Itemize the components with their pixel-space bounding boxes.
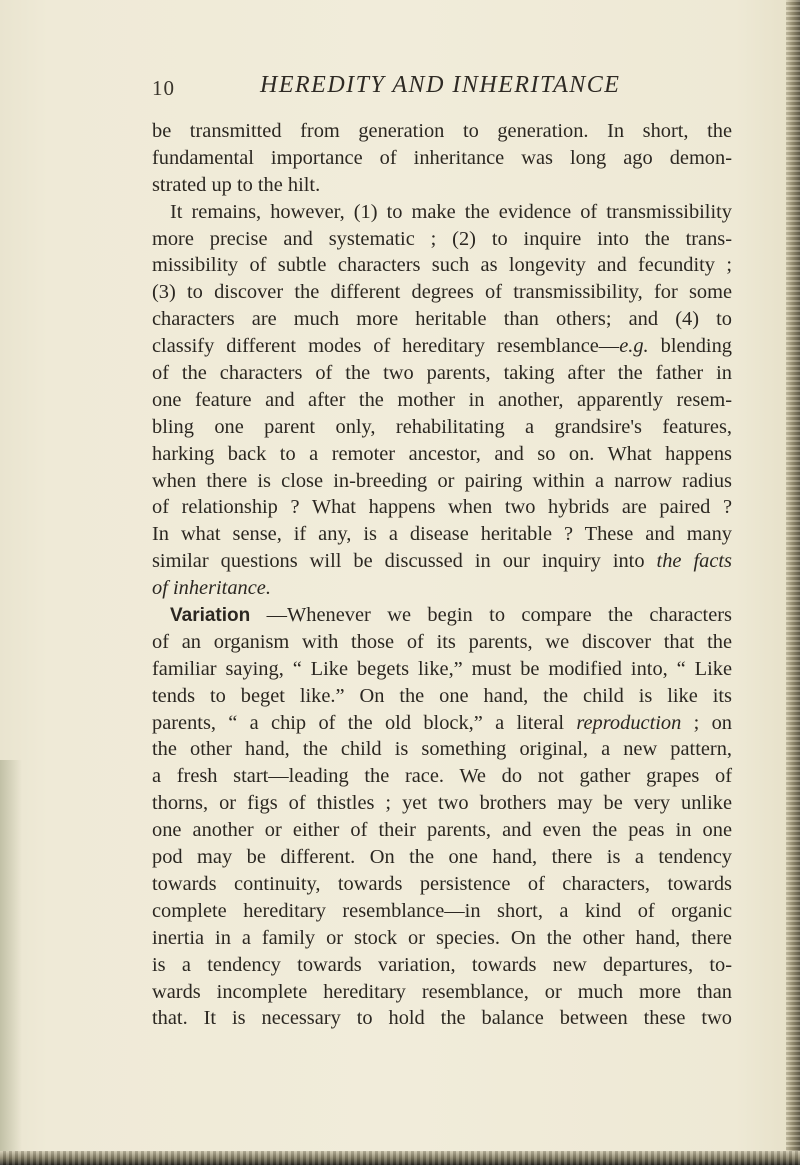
text-line: familiar saying, “ Like begets like,” must be modified into, “ Like bbox=[152, 657, 732, 680]
page-number: 10 bbox=[152, 76, 175, 100]
text-run: blending bbox=[648, 335, 732, 358]
text-line: of an organism with those of its parents, we discover that the bbox=[152, 630, 732, 653]
text-line: inertia in a family or stock or species. On the other hand, there bbox=[152, 926, 732, 949]
text-line: the other hand, the child is something original, a new pattern, bbox=[152, 738, 732, 761]
text-line: when there is close in-breeding or pairing within a narrow radius bbox=[152, 469, 732, 492]
text-line: fundamental importance of inheritance was long ago demon- bbox=[152, 146, 732, 169]
text-line: In what sense, if any, is a disease heritable ? These and many bbox=[152, 523, 732, 546]
text-line: thorns, or figs of thistles ; yet two brothers may be very unlike bbox=[152, 792, 732, 815]
text-run: classify different modes of hereditary resemblance— bbox=[152, 335, 620, 358]
text-run: parents, “ a chip of the old block,” a literal bbox=[152, 711, 577, 734]
text-line: harking back to a remoter ancestor, and so on. What happens bbox=[152, 442, 732, 465]
section-side-heading: Variation bbox=[170, 605, 251, 627]
text-line: towards continuity, towards persistence of characters, towards bbox=[152, 872, 732, 895]
italic-run: reproduction bbox=[576, 711, 682, 734]
italic-run: e.g. bbox=[619, 335, 649, 358]
text-line: (3) to discover the different degrees of transmissibility, for some bbox=[152, 281, 732, 304]
page-fore-edge bbox=[786, 0, 800, 1165]
text-line: bling one parent only, rehabilitating a grandsire's features, bbox=[152, 415, 732, 438]
text-line: characters are much more heritable than others; and (4) to bbox=[152, 308, 732, 331]
running-head bbox=[152, 70, 792, 100]
text-line: pod may be different. On the one hand, there is a tendency bbox=[152, 846, 732, 869]
text-line: wards incomplete hereditary resemblance, or much more than bbox=[152, 980, 732, 1003]
text-line bbox=[152, 602, 732, 629]
text-line: complete hereditary resemblance—in short, a kind of organic bbox=[152, 899, 732, 922]
gutter-shadow bbox=[0, 760, 22, 1165]
running-title: HEREDITY AND INHERITANCE bbox=[260, 72, 621, 98]
text-line: strated up to the hilt. bbox=[152, 173, 321, 196]
text-line: one feature and after the mother in another, apparently resem- bbox=[152, 388, 732, 411]
text-line: of inheritance. bbox=[152, 577, 271, 600]
text-line: It remains, however, (1) to make the evidence of transmissibility bbox=[170, 200, 732, 223]
text-line: be transmitted from generation to generation. In short, the bbox=[152, 120, 732, 142]
page-bottom-edge bbox=[0, 1151, 800, 1165]
text-line: of relationship ? What happens when two hybrids are paired ? bbox=[152, 496, 732, 519]
text-line: is a tendency towards variation, towards new departures, to- bbox=[152, 953, 732, 976]
text-line: of the characters of the two parents, taking after the father in bbox=[152, 362, 732, 385]
text-line: that. It is necessary to hold the balance between these two bbox=[152, 1007, 732, 1030]
text-line bbox=[152, 333, 732, 360]
text-run: similar questions will be discussed in our inquiry into bbox=[152, 550, 657, 573]
text-line: missibility of subtle characters such as longevity and fecundity ; bbox=[152, 254, 732, 277]
text-line: a fresh start—leading the race. We do not gather grapes of bbox=[152, 765, 732, 788]
text-line: more precise and systematic ; (2) to inquire into the trans- bbox=[152, 227, 732, 250]
text-line bbox=[152, 710, 732, 737]
italic-run: the facts bbox=[656, 550, 732, 573]
body-text bbox=[152, 118, 732, 1032]
text-run: ; on bbox=[681, 711, 732, 734]
text-line: tends to beget like.” On the one hand, the child is like its bbox=[152, 684, 732, 707]
text-run: —Whenever we begin to compare the characters bbox=[250, 604, 732, 627]
text-line bbox=[152, 548, 732, 575]
text-line: one another or either of their parents, and even the peas in one bbox=[152, 819, 732, 842]
